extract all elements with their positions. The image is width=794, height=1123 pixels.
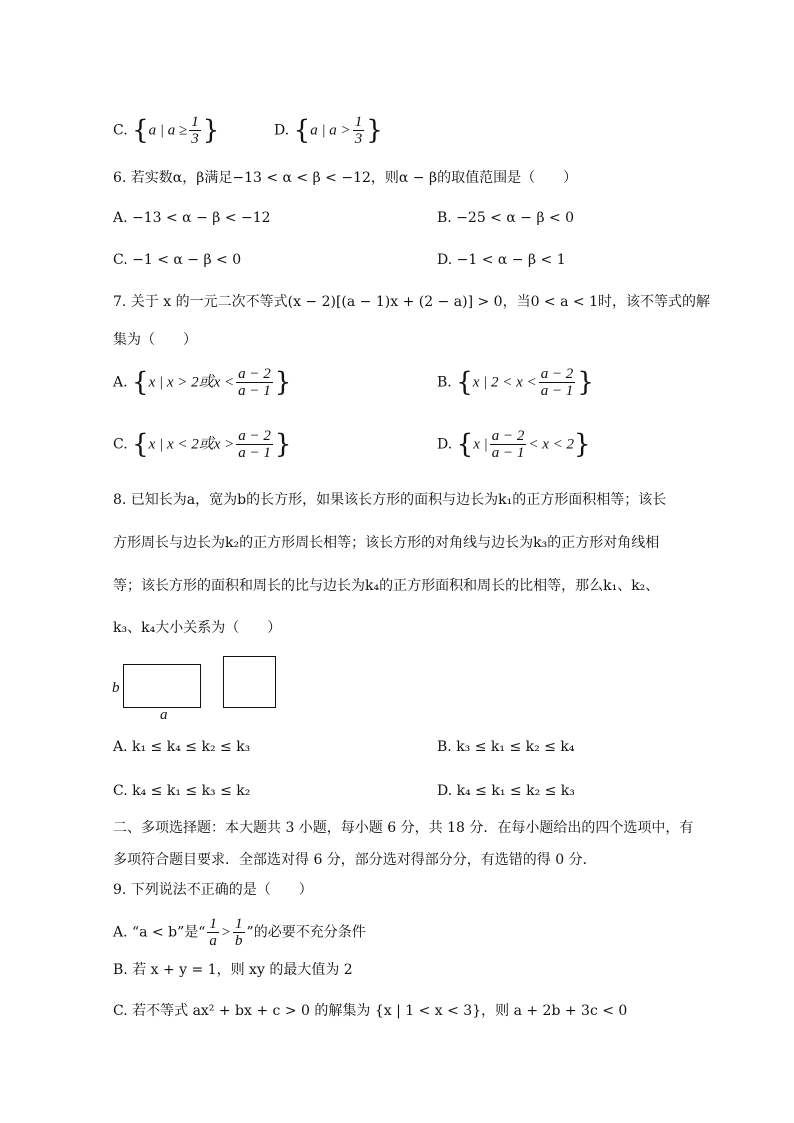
q9-option-c: C. 若不等式 ax² + bx + c > 0 的解集为 {x | 1 < x < 3}，则 a + 2b + 3c < 0 — [113, 1003, 628, 1019]
q6-option-a: A. −13 < α − β < −12 — [113, 210, 271, 226]
q6-stem: 6. 若实数α，β满足−13 < α < β < −12，则α − β的取值范围是（ ） — [113, 170, 578, 186]
left-brace: { — [293, 115, 311, 146]
q7-stem: 7. 关于 x 的一元二次不等式(x − 2)[(a − 1)x + (2 − a)] > 0，当0 < a < 1时，该不等式的解 — [113, 294, 710, 310]
q7-option-d: D. {x | $\frac{a - 2}{a - 1}$ < x < 2} — [437, 428, 591, 461]
q7-option-c: C. {x | x < 2或x > $\frac{a - 2}{a - 1}$ } — [113, 428, 292, 461]
q6-option-d: D. −1 < α − β < 1 — [437, 252, 566, 268]
q8-stem-4: k₃、k₄大小关系为（ ） — [113, 620, 282, 636]
q7-option-a: A. {x | x > 2或x < $\frac{a - 2}{a - 1}$ } — [113, 366, 292, 399]
q7-stem-cont: 集为（ ） — [113, 332, 197, 348]
q9-stem: 9. 下列说法不正确的是（ ） — [113, 882, 313, 898]
q6-option-c: C. −1 < α − β < 0 — [113, 252, 242, 268]
q5-option-d: D. {a | a > $\frac{1}{3}$ } — [274, 114, 383, 147]
q7-option-b: B. {x | 2 < x < $\frac{a - 2}{a - 1}$ } — [437, 366, 594, 399]
fig-label-a: a — [160, 707, 168, 723]
option-label: C. — [113, 122, 128, 139]
fig-label-b: b — [112, 680, 120, 696]
left-brace: { — [132, 115, 149, 146]
square-figure — [223, 656, 276, 708]
section-2-instructions: 多项符合题目要求．全部选对得 6 分，部分选对得部分分，有选错的得 0 分． — [113, 852, 597, 868]
q9-option-b: B. 若 x + y = 1，则 xy 的最大值为 2 — [113, 962, 353, 978]
section-2-heading: 二、多项选择题：本大题共 3 小题，每小题 6 分，共 18 分．在每小题给出的四个选项中，有 — [113, 820, 694, 836]
q8-option-a: A. k₁ ≤ k₄ ≤ k₂ ≤ k₃ — [113, 739, 251, 755]
right-brace: } — [366, 115, 383, 146]
option-label: D. — [274, 122, 290, 139]
q8-stem-3: 等；该长方形的面积和周长的比与边长为k₄的正方形面积和周长的比相等，那么k₁、k₂、 — [113, 578, 660, 594]
q8-stem-1: 8. 已知长为a，宽为b的长方形，如果该长方形的面积与边长为k₁的正方形面积相等；该长 — [113, 492, 667, 508]
q8-option-b: B. k₃ ≤ k₁ ≤ k₂ ≤ k₄ — [437, 739, 575, 755]
q5-option-c: C. {a | a ≥ $\frac{1}{3}$ } — [113, 114, 220, 147]
fraction: $\frac{1}{3}$ — [191, 114, 199, 147]
rectangle-figure — [123, 664, 201, 708]
right-brace: } — [202, 115, 220, 146]
q8-option-d: D. k₄ ≤ k₁ ≤ k₂ ≤ k₃ — [437, 783, 575, 799]
q8-stem-2: 方形周长与边长为k₂的正方形周长相等；该长方形的对角线与边长为k₃的正方形对角线相 — [113, 535, 660, 551]
q8-option-c: C. k₄ ≤ k₁ ≤ k₃ ≤ k₂ — [113, 783, 251, 799]
fraction: $\frac{1}{3}$ — [354, 114, 363, 147]
q9-option-a: A. “a < b”是“ $\frac{1}{a}$ > $\frac{1}{b}$ ”的必要不充分条件 — [113, 916, 366, 949]
q6-option-b: B. −25 < α − β < 0 — [437, 210, 575, 226]
